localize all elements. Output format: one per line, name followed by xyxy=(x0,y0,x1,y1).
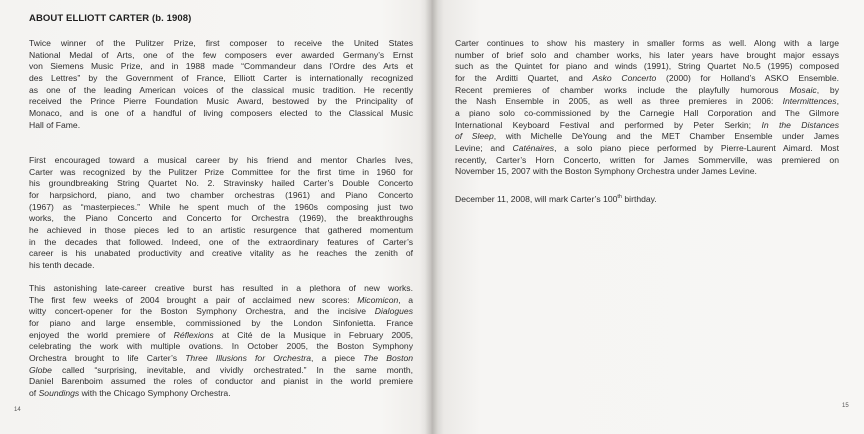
page-number-right: 15 xyxy=(842,403,849,409)
text-line: enjoyed the world premiere of Réflexions at Cité de la Musique in February 2005, xyxy=(29,329,413,340)
birthday-line: December 11, 2008, will mark Carter’s 100th birthday. xyxy=(455,194,657,204)
text-line: the Nash Ensemble in 2005, as well as three premieres in 2006: Intermittences, xyxy=(455,96,839,107)
text-line: International Keyboard Festival and performed by Peter Serkin; In the Distances xyxy=(455,119,839,130)
text-line: as one of the leading American voices of the classical music tradition. He recently xyxy=(29,84,413,95)
text-line: Hall of Fame. xyxy=(29,119,81,130)
text-line: Carter continues to show his mastery in smaller forms as well. Along with a large xyxy=(455,38,839,48)
text-line: Carter was recognized by the Pulitzer Prize Committee for the first time in 1960 for xyxy=(29,166,413,177)
text-line: recently, Carter’s Horn Concerto, written for James Sommerville, was premiered on xyxy=(455,154,839,165)
text-line: his tenth decade. xyxy=(29,259,95,270)
text-line: des Lettres” by the Government of France, Elliott Carter is internationally recognized xyxy=(29,72,413,83)
text-line: This astonishing late-career creative burst has resulted in a plethora of new works. xyxy=(29,283,413,293)
text-line: received the Prince Pierre Foundation Music Award, bestowed by the Principality of xyxy=(29,96,413,107)
right-paragraph-2 xyxy=(455,194,839,206)
text-line: witty concert-opener for the Boston Symphony Orchestra, and the incisive Dialogues xyxy=(29,306,413,317)
text-line: Globe called “surprising, inevitable, and vividly orchestrated.” In the same month, xyxy=(29,364,413,375)
text-line: for piano and large ensemble, commissioned by the London Sinfonietta. France xyxy=(29,317,413,328)
text-line: his groundbreaking String Quartet No. 2. Stravinsky hailed Carter’s Double Concerto xyxy=(29,178,413,189)
text-line: Levine; and Caténaires, a solo piano piece performed by Pierre-Laurent Aimard. Most xyxy=(455,142,839,153)
text-line: von Siemens Music Prize, and in 1988 made “Commandeur dans l’Ordre des Arts et xyxy=(29,61,413,72)
text-line: works, the Piano Concerto and Concerto for Orchestra (1969), the breakthroughs xyxy=(29,213,413,224)
text-line: Orchestra brought to life Carter’s Three Illusions for Orchestra, a piece The Boston xyxy=(29,352,414,363)
section-heading: ABOUT ELLIOTT CARTER (b. 1908) xyxy=(29,13,192,24)
text-line: Daniel Barenboim assumed the roles of conductor and pianist in the world premiere xyxy=(29,376,413,387)
right-page xyxy=(432,0,864,434)
left-paragraph-1 xyxy=(29,38,413,131)
text-line: (1967) as “masterpieces.” While he spent much of the 1960s composing just two xyxy=(29,201,413,212)
page-number-left: 14 xyxy=(14,407,21,413)
text-line: career is his unabated productivity and creative vitality as he reaches the zenith of xyxy=(29,248,413,259)
text-line: of Sleep, with Michelle DeYoung and the MET Chamber Ensemble under James xyxy=(455,131,839,142)
text-line: in the decades that followed. Indeed, one of the extraordinary features of Carter’s xyxy=(29,236,413,247)
text-line: he achieved in those pieces led to an artistic resurgence that gathered momentum xyxy=(29,224,413,235)
text-line: celebrating the work with multiple ovations. In October 2005, the Boston Symphony xyxy=(29,341,413,352)
left-paragraph-3 xyxy=(29,283,413,400)
text-line: for harpsichord, piano, and two chamber orchestras (1961) and Piano Concerto xyxy=(29,189,413,200)
text-line: First encouraged toward a musical career by his friend and mentor Charles Ives, xyxy=(29,155,413,165)
text-line: Recent premieres of chamber works include the playfully humorous Mosaic, by xyxy=(455,84,839,95)
text-line: Monaco, and is one of a handful of living composers elected to the Classical Music xyxy=(29,107,413,118)
text-line: Twice winner of the Pulitzer Prize, first composer to receive the United States xyxy=(29,38,413,48)
text-line: such as the Quintet for piano and winds (1991), String Quartet No.5 (1995) composed xyxy=(455,61,839,72)
left-paragraph-2 xyxy=(29,155,413,272)
text-line: November 15, 2007 with the Boston Symphony Orchestra under James Levine. xyxy=(455,166,757,177)
text-line: of Soundings with the Chicago Symphony Orchestra. xyxy=(29,387,231,398)
text-line: The first few weeks of 2004 brought a pair of acclaimed new scores: Micomicon, a xyxy=(29,294,413,305)
text-line: a piano solo co-commissioned by the Carnegie Hall Corporation and The Gilmore xyxy=(455,107,839,118)
right-paragraph-1 xyxy=(455,38,839,178)
text-line: for the Arditti Quartet, and Asko Concerto (2000) for Holland’s ASKO Ensemble. xyxy=(455,72,839,83)
text-line: number of brief solo and chamber works, his later years have brought major essays xyxy=(455,49,839,60)
text-line: National Medal of Arts, one of the few composers ever awarded Germany’s Ernst xyxy=(29,49,413,60)
